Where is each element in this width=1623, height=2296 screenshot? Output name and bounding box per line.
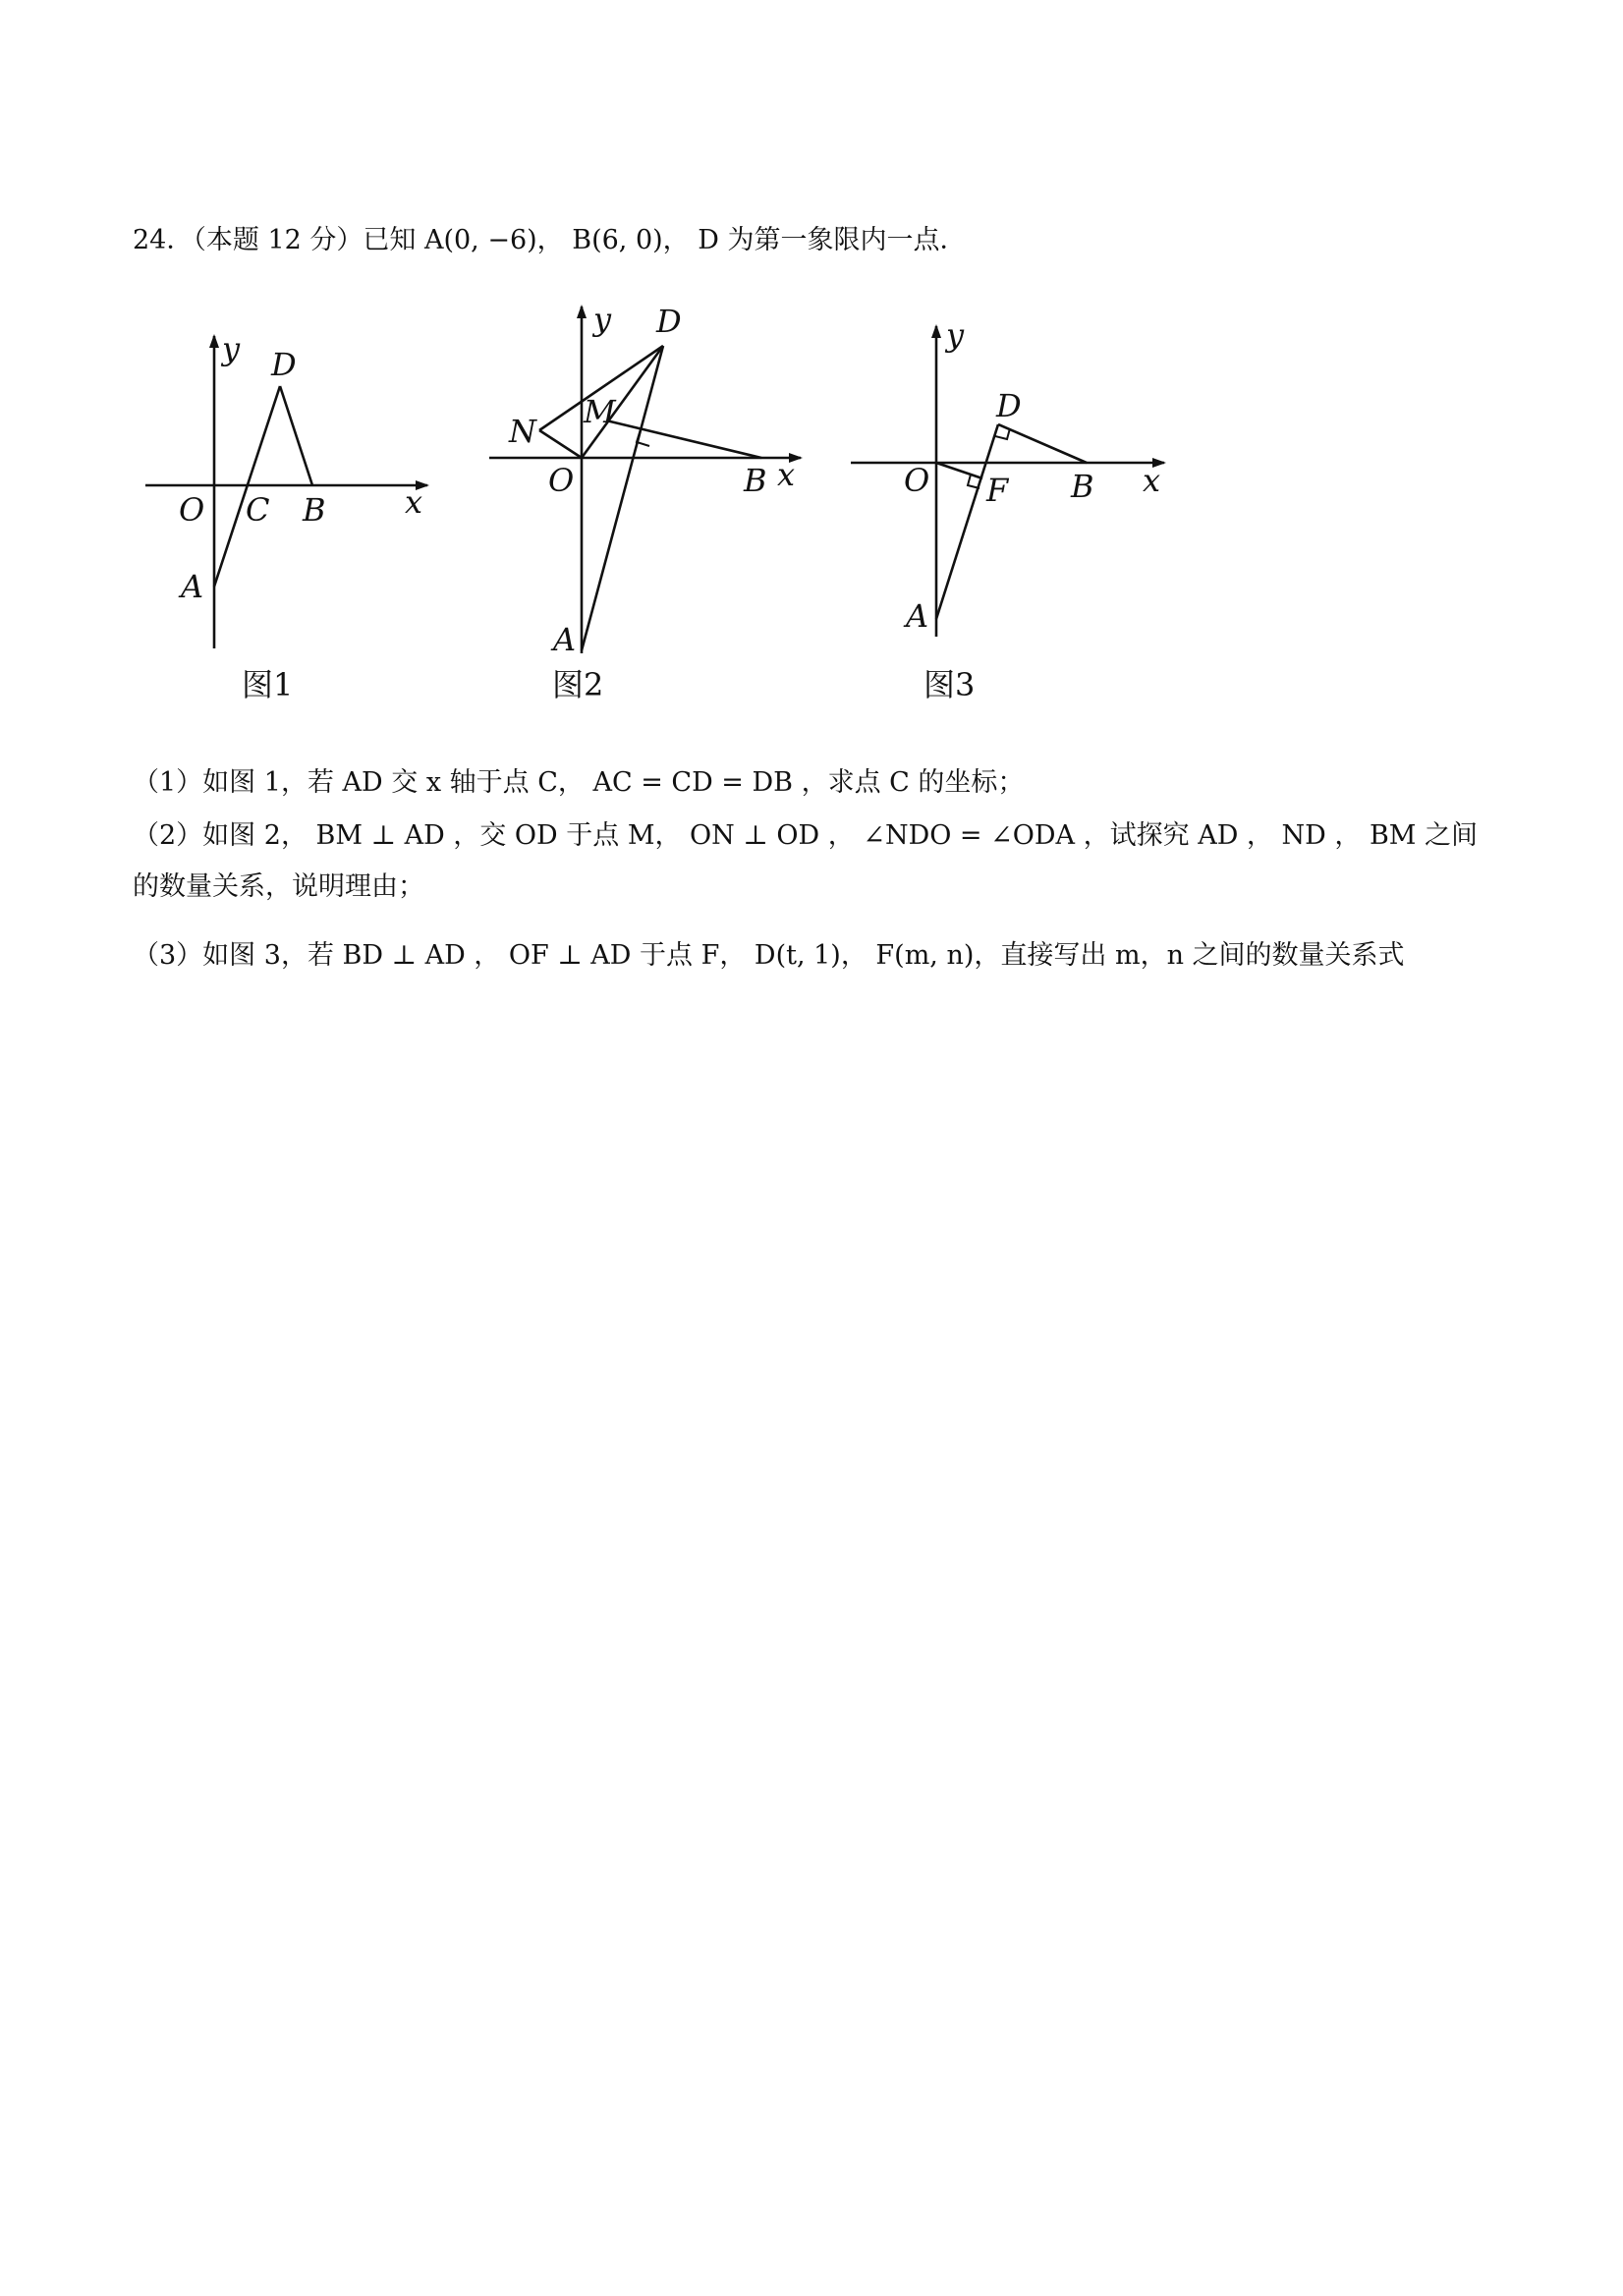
fig1-label-O: O xyxy=(179,491,205,529)
fig3-label-F: F xyxy=(986,472,1009,509)
question-part-3: （3）如图 3，若 BD ⊥ AD ， OF ⊥ AD 于点 F， D(t, 1)， F(m, n)，直接写出 m，n 之间的数量关系式 xyxy=(133,940,1405,971)
figure-3-labels xyxy=(903,316,1160,703)
fig1-label-D: D xyxy=(271,346,297,383)
fig3-label-A: A xyxy=(906,597,929,635)
fig2-right-angle-mark xyxy=(637,429,649,446)
fig2-label-A: A xyxy=(553,621,577,658)
fig2-segment-NO xyxy=(539,430,582,458)
fig3-segment-OF xyxy=(936,463,982,478)
fig1-caption: 图1 xyxy=(242,666,294,703)
fig3-label-x: x xyxy=(1143,462,1161,499)
fig1-label-x: x xyxy=(405,483,423,521)
fig2-label-D: D xyxy=(656,303,682,340)
fig3-label-O: O xyxy=(904,462,930,499)
fig2-caption: 图2 xyxy=(552,666,604,703)
fig1-label-C: C xyxy=(246,491,270,529)
fig3-label-B: B xyxy=(1071,468,1094,505)
question-part-2-line-2: 的数量关系，说明理由； xyxy=(133,871,424,902)
fig2-label-x: x xyxy=(777,456,796,493)
fig1-label-y: y xyxy=(222,330,241,367)
fig2-label-B: B xyxy=(744,462,767,499)
fig1-segment-DB xyxy=(280,386,312,485)
fig2-label-N: N xyxy=(509,413,536,450)
fig1-label-B: B xyxy=(303,491,326,529)
fig3-label-y: y xyxy=(946,316,965,354)
fig2-label-O: O xyxy=(548,462,575,499)
fig2-segment-AD xyxy=(582,346,663,650)
figures-area xyxy=(0,0,1623,727)
fig2-label-y: y xyxy=(593,301,612,338)
fig3-caption: 图3 xyxy=(923,666,976,703)
fig1-label-A: A xyxy=(181,568,204,605)
fig3-segment-DB xyxy=(998,424,1087,463)
problem-title: 24．（本题 12 分）已知 A(0, −6)， B(6, 0)， D 为第一象限内一点． xyxy=(133,225,967,255)
question-part-2-line-1: （2）如图 2， BM ⊥ AD ，交 OD 于点 M， ON ⊥ OD ， ∠NDO = ∠ODA ，试探究 AD ， ND ， BM 之间 xyxy=(133,820,1479,851)
fig3-label-D: D xyxy=(996,387,1022,424)
fig3-segment-AD xyxy=(936,424,998,619)
question-part-1: （1）如图 1，若 AD 交 x 轴于点 C， AC = CD = DB ，求点 C 的坐标； xyxy=(133,767,1025,798)
fig2-label-M: M xyxy=(584,393,616,430)
fig2-segment-BM xyxy=(606,420,761,458)
